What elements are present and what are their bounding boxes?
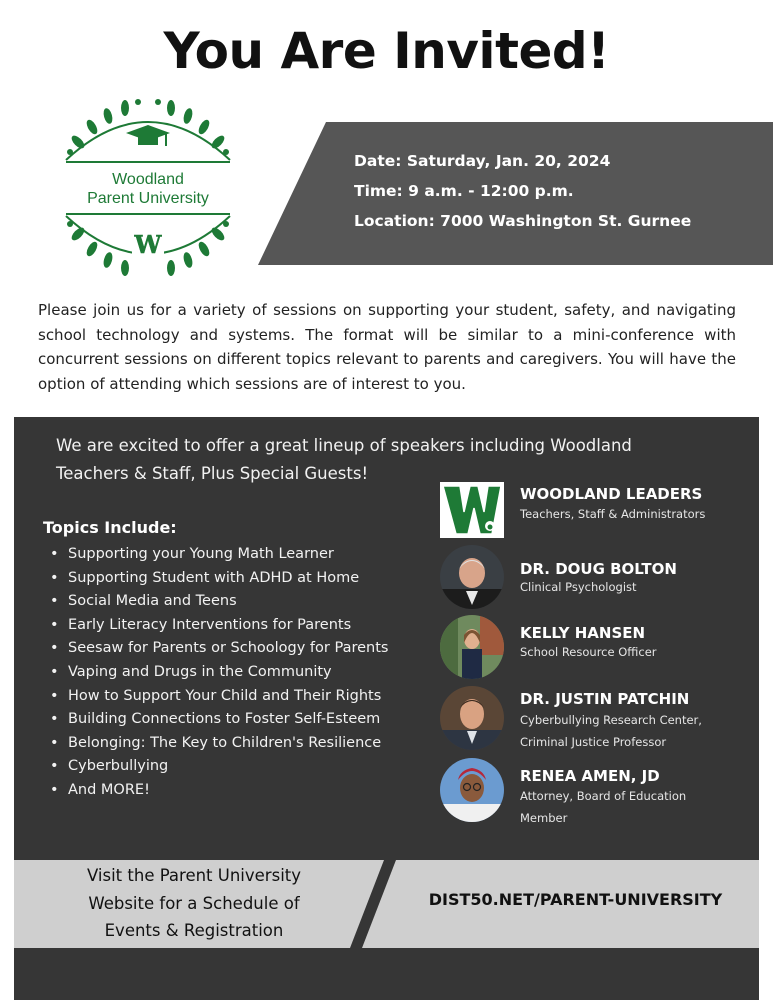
event-date: Date: Saturday, Jan. 20, 2024 (354, 152, 611, 170)
speaker-name: RENEA AMEN, JD (520, 767, 660, 785)
website-url-link[interactable]: DIST50.NET/PARENT-UNIVERSITY (428, 890, 723, 909)
speaker-name: WOODLAND LEADERS (520, 485, 703, 503)
speaker-role: Cyberbullying Research Center, Criminal Justice Professor (520, 713, 702, 749)
speaker-role: Attorney, Board of Education Member (520, 789, 687, 825)
speaker-role: School Resource Officer (520, 645, 657, 659)
list-item: • Cyberbullying (50, 758, 169, 775)
woodland-w-logo-icon (440, 478, 504, 542)
speaker-name: KELLY HANSEN (520, 624, 646, 642)
speaker-kelly-hansen (440, 615, 760, 685)
avatar (440, 758, 504, 822)
speaker-woodland-leaders (440, 478, 760, 548)
event-time: Time: 9 a.m. - 12:00 p.m. (354, 182, 574, 200)
woodland-parent-university-logo (58, 92, 238, 282)
graduation-cap-icon (126, 125, 170, 146)
speaker-name: DR. DOUG BOLTON (520, 560, 677, 578)
svg-text:W: W (134, 230, 162, 259)
speaker-justin-patchin (440, 686, 760, 756)
list-item: • Supporting your Young Math Learner (50, 546, 334, 562)
list-item: • Social Media and Teens (50, 593, 237, 610)
avatar (440, 615, 504, 679)
list-item: • Seesaw for Parents or Schoology for Parents (50, 640, 389, 657)
speaker-role: Clinical Psychologist (520, 580, 637, 594)
woodland-w-icon (132, 230, 164, 259)
lineup-line-1: We are excited to offer a great lineup of speakers including Woodland (56, 436, 632, 455)
speaker-role: Teachers, Staff & Administrators (520, 507, 706, 521)
logo-line-2: Parent University (87, 190, 209, 207)
avatar (440, 545, 504, 609)
list-item: • Early Literacy Interventions for Parents (50, 616, 352, 633)
topics-list (50, 543, 388, 803)
list-item: • Belonging: The Key to Children's Resilience (50, 734, 382, 751)
avatar (440, 686, 504, 750)
event-location: Location: 7000 Washington St. Gurnee (354, 212, 692, 230)
list-item: • And MORE! (50, 781, 150, 798)
visit-website-text: Visit the Parent University Website for a Schedule of Events & Registration (86, 866, 302, 940)
speaker-doug-bolton (440, 545, 760, 615)
speaker-renea-amen (440, 758, 760, 828)
list-item: • Vaping and Drugs in the Community (50, 663, 332, 680)
topics-heading: Topics Include: (43, 518, 177, 537)
intro-paragraph: Please join us for a variety of sessions on supporting your student, safety, and navigating school technology and systems. The format will be similar to a mini-conference with concurrent sessions on different topics relevant to parents and caregivers. You will have the option of attending which sessions are of interest to you. (38, 301, 736, 393)
list-item: • Supporting Student with ADHD at Home (50, 569, 360, 586)
logo-line-1: Woodland (112, 171, 184, 188)
page-title: You Are Invited! (163, 22, 610, 80)
list-item: • Building Connections to Foster Self-Esteem (50, 711, 381, 728)
speaker-name: DR. JUSTIN PATCHIN (520, 690, 690, 708)
lineup-line-2: Teachers & Staff, Plus Special Guests! (56, 464, 369, 483)
list-item: • How to Support Your Child and Their Rights (50, 687, 382, 704)
